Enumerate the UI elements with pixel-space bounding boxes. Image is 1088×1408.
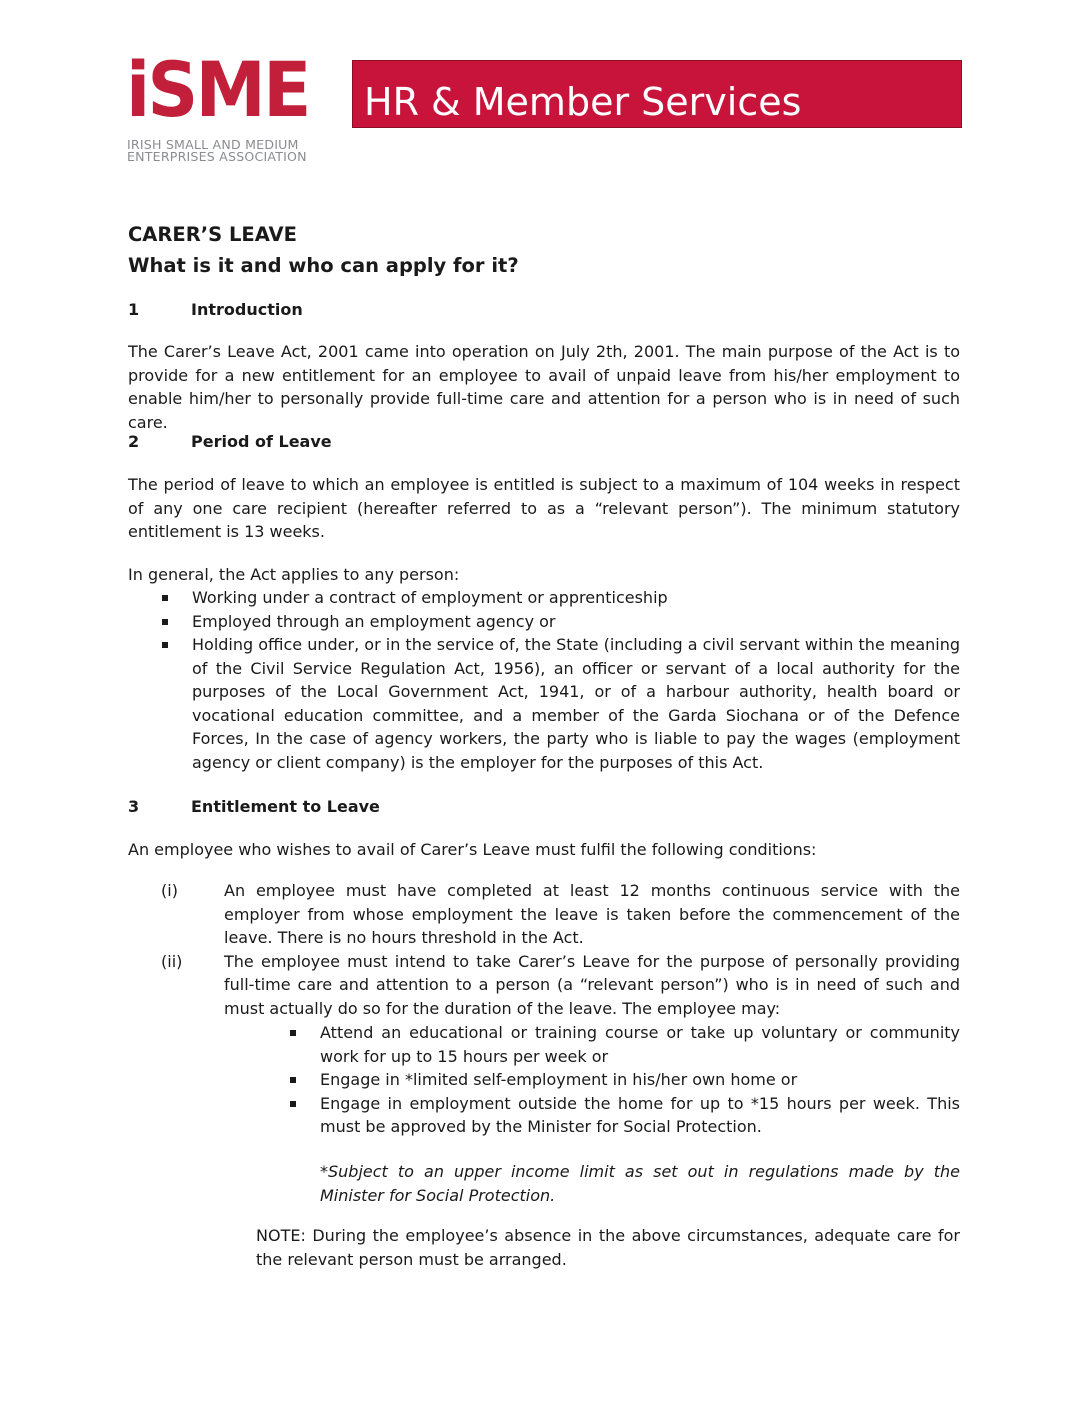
banner-title: HR & Member Services: [364, 80, 802, 124]
condition-label: (ii): [161, 951, 183, 971]
applies-to-list: [128, 586, 960, 774]
list-item: [128, 1092, 960, 1139]
section-number: 1: [128, 300, 140, 319]
conditions-list: [128, 879, 960, 1020]
condition-item: [128, 879, 960, 950]
header-banner: [352, 60, 962, 128]
logo-subtitle-line-1: IRISH SMALL AND MEDIUM: [127, 137, 299, 152]
condition-text: An employee must have completed at least 12 months continuous service with the employer from whose employment the leave is taken before the commencement of the leave. There is no hours threshold in the Act.: [224, 881, 960, 947]
list-item-text: Employed through an employment agency or: [192, 611, 556, 631]
bullet-square-icon: [162, 619, 168, 625]
section-heading-text: Period of Leave: [191, 432, 332, 451]
list-item: [128, 1068, 960, 1092]
bullet-square-icon: [290, 1101, 296, 1107]
condition-text: The employee must intend to take Carer’s Leave for the purpose of personally providing full-time care and attention to a person (a “relevant person”) who is in need of such and must actually do so for the duration of the leave. The employee may:: [224, 951, 960, 1018]
bullet-square-icon: [290, 1077, 296, 1083]
logo-wordmark: iSME: [126, 45, 309, 134]
bullet-square-icon: [162, 595, 168, 601]
list-item-text: Working under a contract of employment or apprenticeship: [192, 588, 668, 607]
document-subtitle: What is it and who can apply for it?: [128, 254, 519, 277]
income-limit-footnote: *Subject to an upper income limit as set out in regulations made by the Minister for Social Protection.: [320, 1162, 960, 1205]
section-number: 3: [128, 797, 140, 816]
list-item: [128, 633, 960, 774]
bullet-square-icon: [290, 1030, 296, 1036]
list-item: [128, 586, 960, 610]
section-1-body: The Carer’s Leave Act, 2001 came into operation on July 2th, 2001. The main purpose of the Act is to provide for a new entitlement for an employee to avail of unpaid leave from his/her employment to enable him/her to personally provide full-time care and attention for a person who is in need of such care.: [128, 342, 960, 432]
bullet-square-icon: [162, 642, 168, 648]
section-heading-text: Introduction: [191, 300, 303, 319]
list-item: [128, 610, 960, 634]
list-item-text: Holding office under, or in the service of, the State (including a civil servant within the meaning of the Civil Service Regulation Act, 1956), an officer or servant of a local authority for the purposes of the Local Government Act, 1941, or of a harbour authority, health board or vocational education committee, and a member of the Garda Siochana or of the Defence Forces, In the case of agency workers, the party who is liable to pay the wages (employment agency or client company) is the employer for the purposes of this Act.: [192, 635, 960, 772]
section-2-intro: In general, the Act applies to any person:: [128, 565, 460, 584]
list-item-text: Engage in employment outside the home for up to *15 hours per week. This must be approved by the Minister for Social Protection.: [320, 1093, 960, 1136]
isme-logo: [126, 45, 348, 168]
section-3-intro: An employee who wishes to avail of Carer’s Leave must fulfil the following conditions:: [128, 840, 817, 859]
list-item-text: Engage in *limited self-employment in his/her own home or: [320, 1070, 798, 1089]
section-number: 2: [128, 432, 140, 451]
care-arrangement-note: NOTE: During the employee’s absence in the above circumstances, adequate care for the relevant person must be arranged.: [256, 1226, 960, 1269]
logo-subtitle-line-2: ENTERPRISES ASSOCIATION: [127, 149, 307, 164]
condition-item: [128, 950, 960, 1021]
condition-label: (i): [161, 881, 178, 900]
section-2-body: The period of leave to which an employee is entitled is subject to a maximum of 104 weeks in respect of any one care recipient (hereafter referred to as a “relevant person”). The minimum statutory entitlement is 13 weeks.: [128, 475, 960, 541]
employee-may-list: [128, 1021, 960, 1139]
section-heading-text: Entitlement to Leave: [191, 797, 380, 816]
list-item-text: Attend an educational or training course or take up voluntary or community work for up to 15 hours per week or: [320, 1023, 960, 1066]
list-item: [128, 1021, 960, 1068]
document-title: CARER’S LEAVE: [128, 223, 297, 246]
